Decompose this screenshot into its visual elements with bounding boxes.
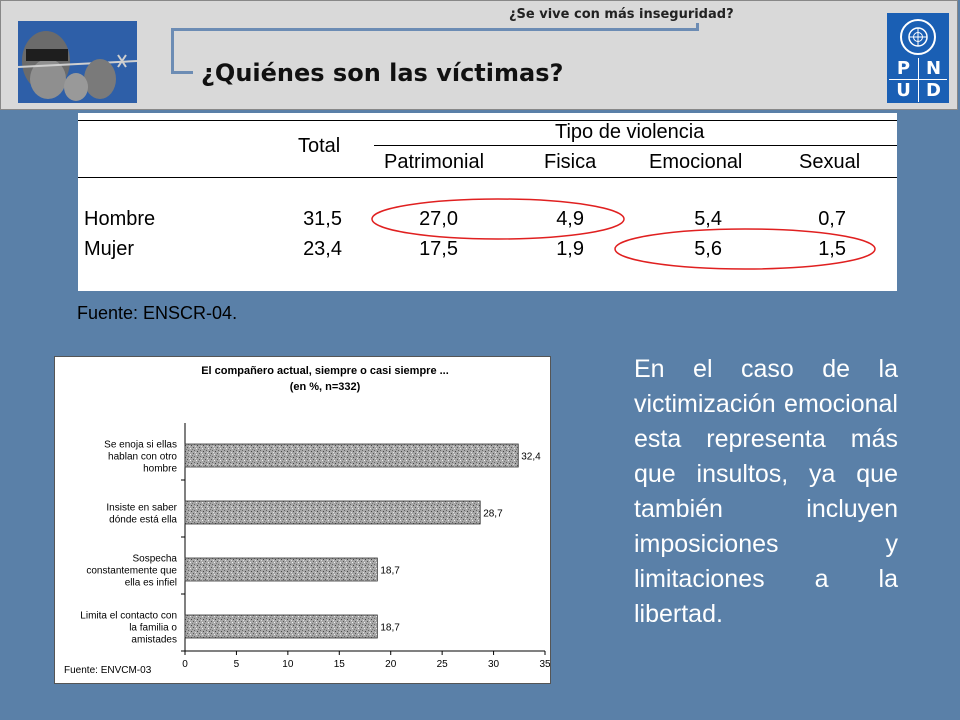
chart-category-label bbox=[86, 554, 177, 589]
table-cell-mujer-fisica: 1,9 bbox=[556, 238, 584, 260]
chart-x-tick-label: 20 bbox=[385, 659, 397, 670]
header-photo bbox=[18, 21, 137, 103]
chart-source: Fuente: ENVCM-03 bbox=[64, 665, 152, 676]
chart-category-label bbox=[80, 611, 177, 646]
chart-x-tick-label: 35 bbox=[539, 659, 550, 670]
header-subtitle: ¿Se vive con más inseguridad? bbox=[509, 7, 734, 22]
table-col-patrimonial: Patrimonial bbox=[384, 151, 485, 173]
highlight-overlay bbox=[78, 113, 897, 291]
header-rule-left bbox=[171, 28, 174, 74]
table-header-group: Tipo de violencia bbox=[555, 121, 705, 143]
table-col-fisica: Fisica bbox=[544, 151, 597, 173]
chart-x-tick-label: 25 bbox=[436, 659, 448, 670]
chart-category-label-line: hablan con otro bbox=[108, 451, 177, 463]
table-cell-hombre-sexual: 0,7 bbox=[818, 208, 846, 230]
logo-divider-h bbox=[889, 79, 947, 80]
victims-table bbox=[78, 113, 897, 291]
table-cell-hombre-fisica: 4,9 bbox=[556, 208, 584, 230]
table-col-emocional: Emocional bbox=[649, 151, 743, 173]
chart-category-label-line: ella es infiel bbox=[124, 577, 177, 589]
chart-category-label-line: Insiste en saber bbox=[106, 502, 177, 514]
table-cell-hombre-patrimonial: 27,0 bbox=[419, 208, 458, 230]
table-col-sexual: Sexual bbox=[799, 151, 861, 173]
logo-letter-d: D bbox=[926, 80, 941, 101]
table-row-label-hombre: Hombre bbox=[84, 208, 156, 230]
chart-category-label-line: dónde está ella bbox=[109, 514, 177, 526]
table-cell-mujer-sexual: 1,5 bbox=[818, 238, 846, 260]
chart-category-label bbox=[104, 440, 177, 475]
table-header-total: Total bbox=[298, 135, 341, 157]
table-source: Fuente: ENSCR-04. bbox=[77, 303, 238, 323]
child-barbed-wire-photo bbox=[18, 21, 137, 103]
chart-bar bbox=[185, 558, 377, 581]
header-rule-tick bbox=[696, 23, 699, 31]
chart-canvas bbox=[55, 357, 550, 683]
chart-subtitle: (en %, n=332) bbox=[289, 381, 361, 393]
chart-x-tick-label: 10 bbox=[282, 659, 294, 670]
chart-value-label: 18,7 bbox=[380, 622, 400, 634]
chart-bar bbox=[185, 501, 480, 524]
body-paragraph: En el caso de la victimización emocional esta representa más que insultos, ya que también incluyen imposiciones y limitaciones a la libertad. bbox=[634, 355, 898, 628]
chart-x-tick-label: 5 bbox=[233, 659, 240, 670]
chart-value-label: 28,7 bbox=[483, 508, 503, 520]
chart-category-label-line: Se enoja si ellas bbox=[104, 439, 177, 451]
table-cell-hombre-total: 31,5 bbox=[303, 208, 342, 230]
chart-x-tick-label: 30 bbox=[488, 659, 500, 670]
header-rule-top bbox=[171, 28, 697, 31]
chart-bar bbox=[185, 444, 518, 467]
chart-title: El compañero actual, siempre o casi siempre ... bbox=[201, 365, 449, 377]
table-cell-hombre-emocional: 5,4 bbox=[694, 208, 722, 230]
chart-category-label-line: la familia o bbox=[129, 622, 177, 634]
highlight-ellipse-mujer bbox=[615, 229, 875, 269]
chart-category-label-line: Limita el contacto con bbox=[80, 610, 177, 622]
chart-category-label-line: amistades bbox=[131, 634, 177, 646]
header-band bbox=[0, 0, 958, 110]
undp-logo bbox=[887, 13, 949, 103]
table-cell-mujer-total: 23,4 bbox=[303, 238, 342, 260]
header-rule-bottom bbox=[171, 71, 193, 74]
highlight-ellipse-hombre bbox=[372, 199, 624, 239]
chart-category-label bbox=[106, 503, 177, 526]
chart-value-label: 32,4 bbox=[521, 451, 541, 463]
chart-x-tick-label: 0 bbox=[182, 659, 188, 670]
logo-letter-p: P bbox=[896, 58, 911, 79]
page-title: ¿Quiénes son las víctimas? bbox=[201, 59, 564, 87]
bar-chart bbox=[54, 356, 551, 684]
chart-x-tick-label: 15 bbox=[333, 659, 345, 670]
logo-letter-n: N bbox=[925, 58, 942, 79]
logo-divider-v bbox=[918, 58, 919, 102]
table-row-label-mujer: Mujer bbox=[84, 238, 135, 260]
un-emblem-icon bbox=[900, 19, 936, 55]
chart-category-label-line: hombre bbox=[143, 463, 177, 475]
table-cell-mujer-emocional: 5,6 bbox=[694, 238, 722, 260]
chart-category-label-line: Sospecha bbox=[132, 553, 177, 565]
table-cell-mujer-patrimonial: 17,5 bbox=[419, 238, 458, 260]
chart-category-label-line: constantemente que bbox=[86, 565, 177, 577]
logo-letter-u: U bbox=[896, 80, 911, 101]
chart-bar bbox=[185, 615, 377, 638]
chart-value-label: 18,7 bbox=[380, 565, 400, 577]
